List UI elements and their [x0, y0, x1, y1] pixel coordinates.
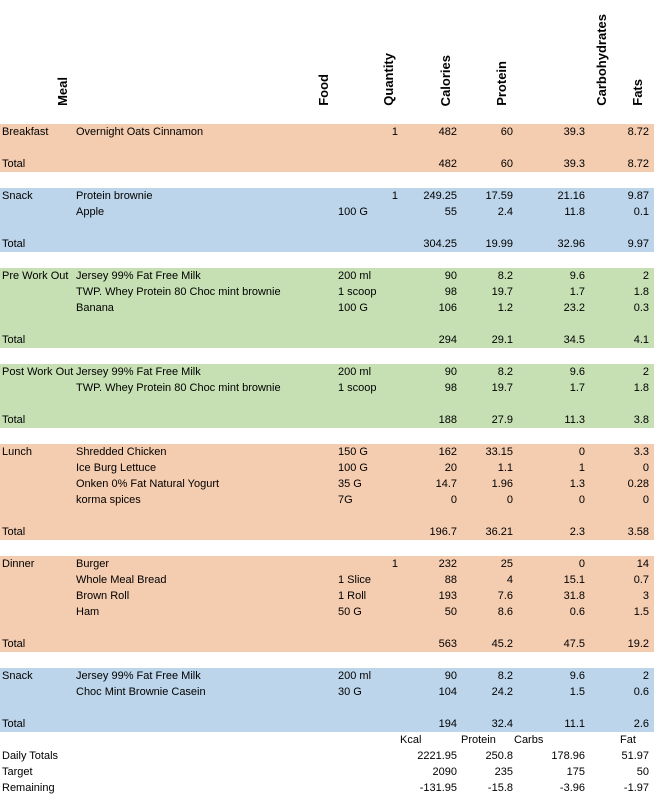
- daily-carbs: 178.96: [551, 750, 585, 762]
- calories-cell: 90: [444, 366, 457, 378]
- calories-cell: 14.7: [435, 478, 457, 490]
- total-label: Total: [2, 718, 26, 730]
- target-calories: 2090: [432, 766, 457, 778]
- quantity-cell: [360, 668, 398, 684]
- amount-cell: 100 G: [338, 462, 368, 474]
- food-cell: Whole Meal Bread: [76, 574, 167, 586]
- total-protein: 32.4: [491, 718, 513, 730]
- amount-cell: 200 ml: [338, 270, 372, 282]
- remaining-fat: -1.97: [623, 782, 649, 794]
- amount-cell: 1 scoop: [338, 286, 377, 298]
- total-protein: 27.9: [491, 414, 513, 426]
- fats-cell: 1.5: [633, 606, 649, 618]
- fats-cell: 0.28: [627, 478, 649, 490]
- remaining-row: [0, 780, 654, 796]
- total-calories: 196.7: [429, 526, 457, 538]
- carbs-cell: 0.6: [569, 606, 585, 618]
- quantity-cell: [360, 364, 398, 380]
- amount-cell: 1 Roll: [338, 590, 367, 602]
- protein-cell: 1.96: [491, 478, 513, 490]
- food-cell: Apple: [76, 206, 105, 218]
- quantity-cell: [360, 268, 398, 284]
- table-row: [0, 460, 654, 476]
- food-cell: Protein brownie: [76, 190, 153, 202]
- carbs-cell: 1.7: [569, 382, 585, 394]
- food-cell: Jersey 99% Fat Free Milk: [76, 366, 201, 378]
- table-row: [0, 684, 654, 700]
- fats-cell: 0.3: [633, 302, 649, 314]
- quantity-cell: [360, 492, 398, 508]
- total-row: [0, 236, 654, 252]
- target-label: Target: [2, 766, 33, 778]
- meal-cell: [2, 604, 76, 620]
- calories-cell: 0: [450, 494, 457, 506]
- daily-calories: 2221.95: [417, 750, 457, 762]
- total-protein: 60: [500, 158, 513, 170]
- protein-cell: 1.2: [497, 302, 513, 314]
- carbs-cell: 23.2: [563, 302, 585, 314]
- meal-cell: [2, 572, 76, 588]
- protein-cell: 24.2: [491, 686, 513, 698]
- calories-cell: 88: [444, 574, 457, 586]
- remaining-carbs: -3.96: [559, 782, 585, 794]
- fats-cell: 2: [642, 270, 649, 282]
- header-food: Food: [315, 74, 331, 106]
- carbs-cell: 1.5: [569, 686, 585, 698]
- total-protein: 45.2: [491, 638, 513, 650]
- total-calories: 294: [438, 334, 457, 346]
- total-protein: 19.99: [485, 238, 513, 250]
- calories-cell: 249.25: [423, 190, 457, 202]
- protein-cell: 8.2: [497, 670, 513, 682]
- food-cell: TWP. Whey Protein 80 Choc mint brownie: [76, 286, 281, 298]
- food-cell: korma spices: [76, 494, 141, 506]
- summary-protein-label: Protein: [461, 734, 496, 746]
- total-fats: 2.6: [633, 718, 649, 730]
- protein-cell: 7.6: [497, 590, 513, 602]
- food-cell: Choc Mint Brownie Casein: [76, 686, 206, 698]
- meal-cell: Snack: [2, 190, 33, 202]
- amount-cell: 7G: [338, 494, 353, 506]
- carbs-cell: 11.8: [564, 206, 585, 218]
- carbs-cell: 9.6: [569, 670, 585, 682]
- protein-cell: 0: [506, 494, 513, 506]
- total-calories: 482: [438, 158, 457, 170]
- table-row: [0, 572, 654, 588]
- total-row: [0, 332, 654, 348]
- calories-cell: 90: [444, 670, 457, 682]
- total-carbs: 39.3: [563, 158, 585, 170]
- fats-cell: 3.3: [633, 446, 649, 458]
- total-row: [0, 412, 654, 428]
- calories-cell: 482: [438, 126, 457, 138]
- carbs-cell: 21.16: [557, 190, 585, 202]
- protein-cell: 4: [506, 574, 513, 586]
- total-fats: 3.8: [633, 414, 649, 426]
- carbs-cell: 1.7: [569, 286, 585, 298]
- table-row: [0, 284, 654, 300]
- carbs-cell: 9.6: [569, 366, 585, 378]
- total-calories: 563: [438, 638, 457, 650]
- table-row: [0, 588, 654, 604]
- meal-cell: [2, 284, 76, 300]
- amount-cell: 50 G: [338, 606, 362, 618]
- meal-cell: [2, 204, 76, 220]
- target-carbs: 175: [566, 766, 585, 778]
- food-cell: TWP. Whey Protein 80 Choc mint brownie: [76, 382, 281, 394]
- quantity-cell: [360, 204, 398, 220]
- carbs-cell: 15.1: [563, 574, 585, 586]
- total-label: Total: [2, 638, 26, 650]
- meal-cell: [2, 300, 76, 316]
- table-row: [0, 364, 654, 380]
- summary-kcal-label: Kcal: [400, 734, 422, 746]
- fats-cell: 0.6: [633, 686, 649, 698]
- food-cell: Jersey 99% Fat Free Milk: [76, 270, 201, 282]
- food-cell: Jersey 99% Fat Free Milk: [76, 670, 201, 682]
- meal-cell: Dinner: [2, 558, 35, 570]
- target-row: [0, 764, 654, 780]
- header-quantity: Quantity: [380, 53, 396, 106]
- quantity-cell: [360, 588, 398, 604]
- amount-cell: 35 G: [338, 478, 362, 490]
- summary-fat-label: Fat: [620, 734, 636, 746]
- carbs-cell: 39.3: [563, 126, 585, 138]
- food-cell: Onken 0% Fat Natural Yogurt: [76, 478, 220, 490]
- remaining-protein: -15.8: [487, 782, 513, 794]
- quantity-cell: [360, 604, 398, 620]
- remaining-calories: -131.95: [419, 782, 457, 794]
- food-cell: Shredded Chicken: [76, 446, 167, 458]
- quantity-cell: [360, 284, 398, 300]
- table-header: [0, 0, 654, 124]
- quantity-cell: [360, 380, 398, 396]
- food-cell: Ham: [76, 606, 100, 618]
- total-fats: 19.2: [627, 638, 649, 650]
- quantity-cell: 1: [391, 190, 398, 202]
- target-fat: 50: [636, 766, 649, 778]
- fats-cell: 1.8: [633, 286, 649, 298]
- target-protein: 235: [494, 766, 513, 778]
- fats-cell: 9.87: [627, 190, 649, 202]
- total-label: Total: [2, 334, 26, 346]
- meal-cell: Lunch: [2, 446, 32, 458]
- table-row: [0, 188, 654, 204]
- quantity-cell: [360, 684, 398, 700]
- carbs-cell: 1: [578, 462, 585, 474]
- protein-cell: 17.59: [485, 190, 513, 202]
- total-label: Total: [2, 414, 26, 426]
- total-carbs: 11.1: [564, 718, 585, 730]
- carbs-cell: 1.3: [569, 478, 585, 490]
- fats-cell: 14: [636, 558, 649, 570]
- protein-cell: 60: [500, 126, 513, 138]
- amount-cell: 100 G: [338, 302, 368, 314]
- meal-cell: Pre Work Out: [2, 270, 69, 282]
- meal-cell: [2, 380, 76, 396]
- table-row: [0, 268, 654, 284]
- summary-carbs-label: Carbs: [514, 734, 544, 746]
- calories-cell: 162: [438, 446, 457, 458]
- calories-cell: 106: [438, 302, 457, 314]
- fats-cell: 0: [642, 462, 649, 474]
- table-row: [0, 300, 654, 316]
- total-carbs: 11.3: [564, 414, 585, 426]
- total-protein: 36.21: [485, 526, 513, 538]
- header-carbohydrates: Carbohydrates: [593, 14, 609, 106]
- daily-totals-row: [0, 748, 654, 764]
- daily-totals-label: Daily Totals: [2, 750, 59, 762]
- amount-cell: 30 G: [338, 686, 362, 698]
- quantity-cell: [360, 300, 398, 316]
- protein-cell: 8.2: [497, 270, 513, 282]
- total-fats: 9.97: [627, 238, 649, 250]
- food-cell: Ice Burg Lettuce: [76, 462, 157, 474]
- table-row: [0, 476, 654, 492]
- protein-cell: 19.7: [491, 286, 513, 298]
- total-carbs: 34.5: [563, 334, 585, 346]
- meal-cell: [2, 684, 76, 700]
- protein-cell: 8.2: [497, 366, 513, 378]
- protein-cell: 19.7: [491, 382, 513, 394]
- total-protein: 29.1: [491, 334, 513, 346]
- protein-cell: 25: [500, 558, 513, 570]
- amount-cell: 1 scoop: [338, 382, 377, 394]
- meal-cell: [2, 588, 76, 604]
- food-cell: Banana: [76, 302, 114, 314]
- quantity-cell: 1: [391, 126, 398, 138]
- total-fats: 4.1: [633, 334, 649, 346]
- meal-cell: Breakfast: [2, 126, 49, 138]
- header-meal: Meal: [54, 77, 70, 106]
- total-calories: 304.25: [423, 238, 457, 250]
- table-row: [0, 380, 654, 396]
- header-calories: Calories: [437, 54, 453, 106]
- total-row: [0, 716, 654, 732]
- food-cell: Overnight Oats Cinnamon: [76, 126, 204, 138]
- total-row: [0, 156, 654, 172]
- total-label: Total: [2, 526, 26, 538]
- fats-cell: 2: [642, 670, 649, 682]
- carbs-cell: 31.8: [563, 590, 585, 602]
- table-row: [0, 124, 654, 140]
- meal-cell: Post Work Out: [2, 366, 74, 378]
- table-row: [0, 556, 654, 572]
- quantity-cell: [360, 444, 398, 460]
- carbs-cell: 0: [578, 494, 585, 506]
- daily-fat: 51.97: [621, 750, 649, 762]
- table-row: [0, 204, 654, 220]
- header-fats: Fats: [629, 79, 645, 106]
- amount-cell: 200 ml: [338, 366, 372, 378]
- total-calories: 194: [438, 718, 457, 730]
- amount-cell: 1 Slice: [338, 574, 372, 586]
- meal-cell: Snack: [2, 670, 33, 682]
- quantity-cell: [360, 572, 398, 588]
- calories-cell: 90: [444, 270, 457, 282]
- protein-cell: 1.1: [497, 462, 513, 474]
- total-fats: 8.72: [627, 158, 649, 170]
- calories-cell: 98: [444, 382, 457, 394]
- total-row: [0, 524, 654, 540]
- calories-cell: 98: [444, 286, 457, 298]
- amount-cell: 150 G: [338, 446, 368, 458]
- meal-cell: [2, 492, 76, 508]
- total-fats: 3.58: [627, 526, 649, 538]
- quantity-cell: 1: [391, 558, 398, 570]
- daily-protein: 250.8: [485, 750, 513, 762]
- table-row: [0, 604, 654, 620]
- protein-cell: 33.15: [485, 446, 513, 458]
- food-cell: Brown Roll: [76, 590, 130, 602]
- calories-cell: 104: [438, 686, 457, 698]
- fats-cell: 3: [642, 590, 649, 602]
- total-label: Total: [2, 238, 26, 250]
- quantity-cell: [360, 460, 398, 476]
- table-row: [0, 492, 654, 508]
- fats-cell: 2: [642, 366, 649, 378]
- protein-cell: 2.4: [497, 206, 513, 218]
- meal-cell: [2, 460, 76, 476]
- protein-cell: 8.6: [497, 606, 513, 618]
- calories-cell: 232: [438, 558, 457, 570]
- table-row: [0, 668, 654, 684]
- total-carbs: 32.96: [557, 238, 585, 250]
- total-calories: 188: [438, 414, 457, 426]
- fats-cell: 8.72: [627, 126, 649, 138]
- food-cell: Burger: [76, 558, 110, 570]
- amount-cell: 100 G: [338, 206, 368, 218]
- carbs-cell: 9.6: [569, 270, 585, 282]
- fats-cell: 1.8: [633, 382, 649, 394]
- quantity-cell: [360, 476, 398, 492]
- calories-cell: 20: [444, 462, 457, 474]
- fats-cell: 0.1: [633, 206, 649, 218]
- amount-cell: 200 ml: [338, 670, 372, 682]
- calories-cell: 55: [444, 206, 457, 218]
- total-label: Total: [2, 158, 26, 170]
- carbs-cell: 0: [578, 558, 585, 570]
- total-carbs: 47.5: [563, 638, 585, 650]
- remaining-label: Remaining: [2, 782, 55, 794]
- total-carbs: 2.3: [569, 526, 585, 538]
- meal-cell: [2, 476, 76, 492]
- fats-cell: 0: [642, 494, 649, 506]
- header-protein: Protein: [493, 61, 509, 106]
- calories-cell: 50: [444, 606, 457, 618]
- calories-cell: 193: [438, 590, 457, 602]
- fats-cell: 0.7: [633, 574, 649, 586]
- total-row: [0, 636, 654, 652]
- carbs-cell: 0: [578, 446, 585, 458]
- table-row: [0, 444, 654, 460]
